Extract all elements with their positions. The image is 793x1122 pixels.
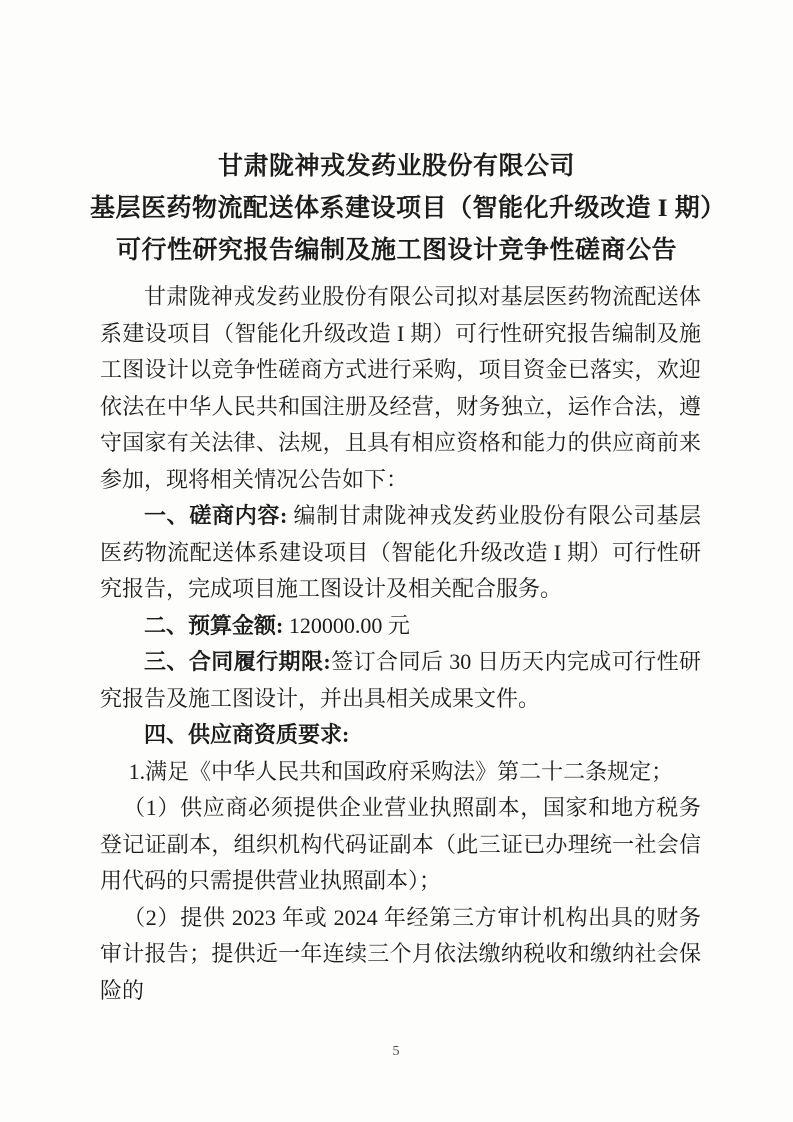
section-1-heading: 一、磋商内容: [144,503,288,528]
paragraph-section-3-contract-period [100,644,701,717]
paragraph-text: 签订合同后 30 日历天内完成可行性研究报告及施工图设计，并出具相关成果文件。 [100,649,701,711]
paragraph-qualification-item-1 [100,754,701,791]
paragraph-qualification-sub-1 [100,790,701,900]
document-body [100,279,701,1009]
budget-amount: 120000.00 元 [283,612,410,638]
paragraph-qualification-sub-2 [100,900,701,1010]
paragraph-text: 甘肃陇神戎发药业股份有限公司拟对基层医药物流配送体系建设项目（智能化升级改造 I 期）可行性研究报告编制及施工图设计以竞争性磋商方式进行采购，项目资金已落实，欢迎依法在中华人民共和国注册及经营，财务独立，运作合法，遵守国家有关法律、法规，且具有相应资格和能力的供应商前来参加，现将相关情况公告如下： [100,284,702,492]
paragraph-text: （1）供应商必须提供企业营业执照副本，国家和地方税务登记证副本，组织机构代码证副本（此三证已办理统一社会信用代码的只需提供营业执照副本）； [100,795,701,893]
document-title [90,146,726,272]
title-line-company: 甘肃陇神戎发药业股份有限公司 [217,153,575,180]
paragraph-section-2-budget [100,608,701,645]
section-4-heading: 四、供应商资质要求: [144,722,350,747]
title-line-announcement: 可行性研究报告编制及施工图设计竞争性磋商公告 [115,237,677,264]
paragraph-section-4-supplier-qualifications [100,717,701,754]
paragraph-text: 编制甘肃陇神戎发药业股份有限公司基层医药物流配送体系建设项目（智能化升级改造 I 期）可行性研究报告，完成项目施工图设计及相关配合服务。 [100,503,702,601]
section-3-heading: 三、合同履行期限: [144,649,331,674]
paragraph-text: 1.满足《中华人民共和国政府采购法》第二十二条规定； [128,758,674,784]
title-line-project: 基层医药物流配送体系建设项目（智能化升级改造 I 期） [90,195,726,222]
section-2-heading: 二、预算金额: [144,612,284,638]
paragraph-text: （2）提供 2023 年或 2024 年经第三方审计机构出具的财务审计报告；提供近一年连续三个月依法缴纳税收和缴纳社会保险的 [100,904,701,1003]
paragraph-intro [100,279,701,498]
page-number: 5 [392,1044,401,1059]
paragraph-section-1-consultation-content [100,498,701,608]
